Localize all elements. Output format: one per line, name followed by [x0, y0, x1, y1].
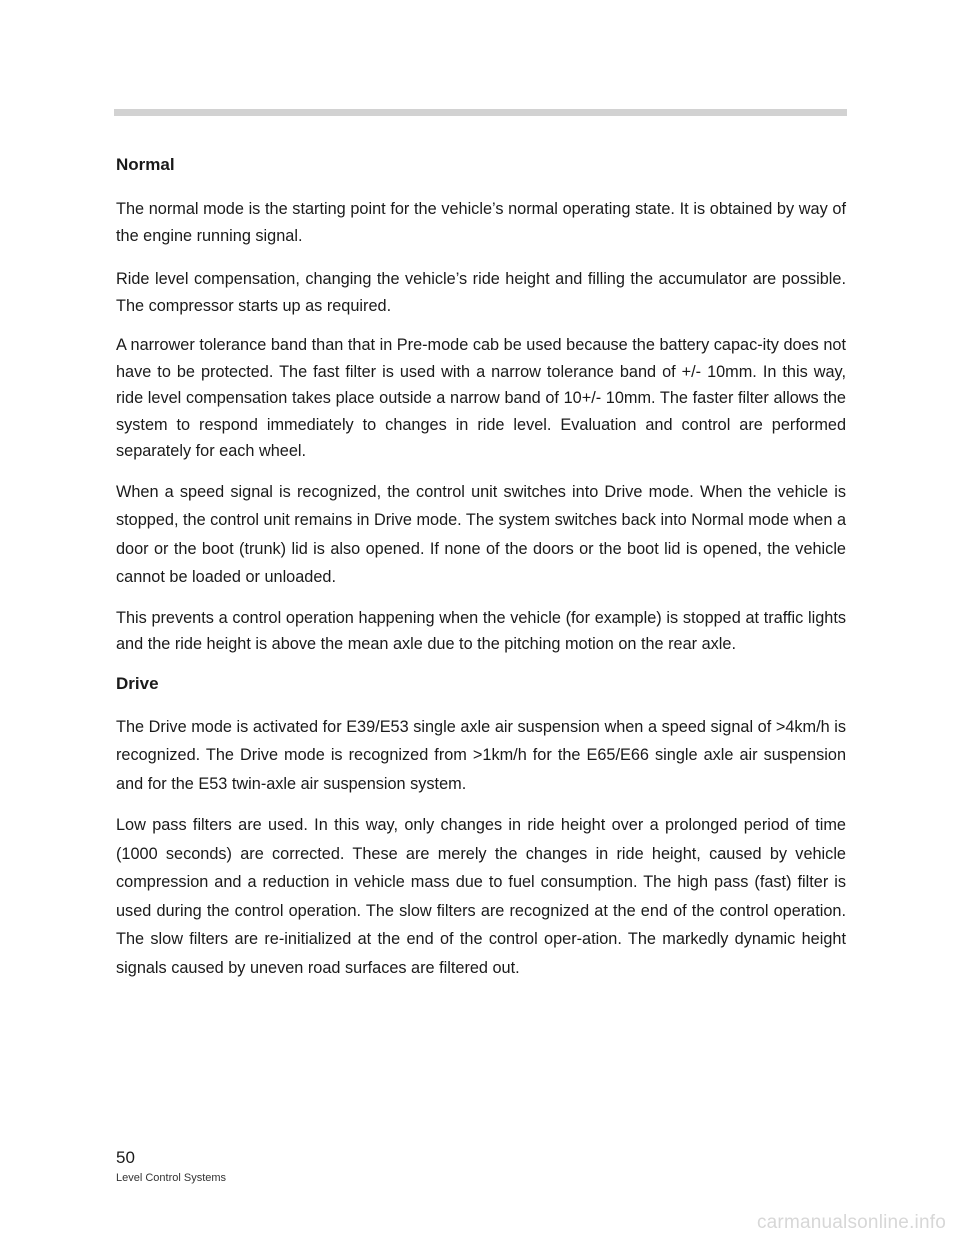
paragraph: When a speed signal is recognized, the control unit switches into Drive mode. When the vehicle is stopped, the control unit remains in Drive mode. The system switches back into Normal mode when a door or the boot (trunk) lid is also opened. If none of the doors or the boot lid is opened, the vehicle cannot be loaded or unloaded. — [116, 482, 846, 586]
paragraph: Low pass filters are used. In this way, only changes in ride height over a prolonged period of time (1000 seconds) are corrected. These are merely the changes in ride height, caused by vehicle compression and a reduction in vehicle mass due to fuel consumption. The high pass (fast) filter is used during the control operation. The slow filters are recognized at the end of the control operation. The slow filters are re-initialized at the end of the control oper-ation. The markedly dynamic height signals caused by uneven road surfaces are filtered out. — [116, 816, 846, 977]
page-number: 50 — [116, 1148, 135, 1167]
footer-document-title: Level Control Systems — [116, 1172, 227, 1184]
section-heading-drive: Drive — [116, 673, 159, 693]
paragraph: A narrower tolerance band than that in Pre-mode cab be used because the battery capac-ity does not have to be protected. The fast filter is used with a narrow tolerance band of +/- 10mm. In this way, ride level compensation takes place outside a narrow band of 10+/- 10mm. The faster filter allows the system to respond immediately to changes in ride level. Evaluation and control are performed separately for each wheel. — [116, 336, 846, 460]
section-heading-normal: Normal — [116, 155, 175, 174]
header-rule — [114, 109, 847, 116]
watermark: carmanualsonline.info — [756, 1212, 946, 1233]
paragraph: Ride level compensation, changing the vehicle’s ride height and filling the accumulator are possible. The compressor starts up as required. — [116, 270, 846, 315]
paragraph: The normal mode is the starting point for the vehicle’s normal operating state. It is obtained by way of the engine running signal. — [116, 200, 846, 245]
page-content — [116, 152, 846, 995]
paragraph: This prevents a control operation happening when the vehicle (for example) is stopped at traffic lights and the ride height is above the mean axle due to the pitching motion on the rear axle. — [116, 608, 846, 653]
paragraph: The Drive mode is activated for E39/E53 single axle air suspension when a speed signal of >4km/h is recognized. The Drive mode is recognized from >1km/h for the E65/E66 single axle air suspension and for the E53 twin-axle air suspension system. — [116, 717, 846, 793]
